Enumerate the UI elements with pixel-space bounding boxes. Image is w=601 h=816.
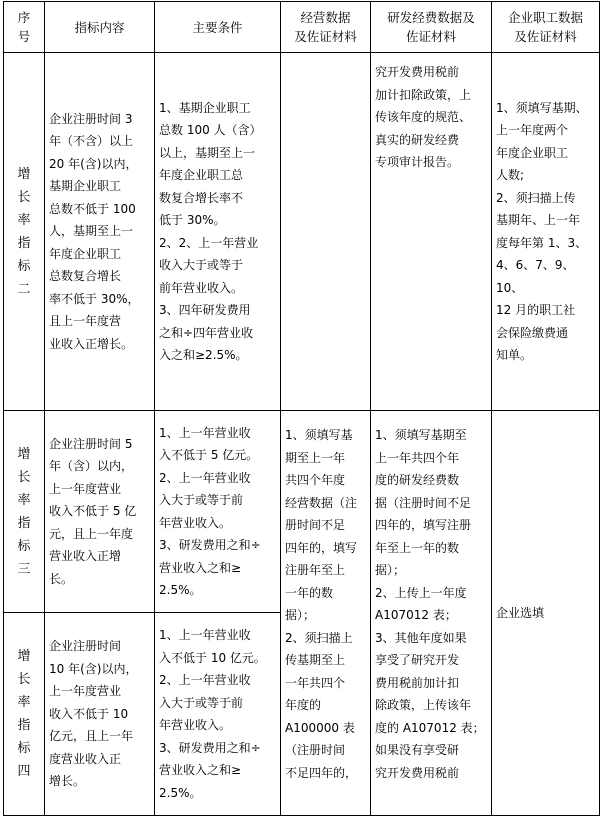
row2-indicator-text xyxy=(49,108,151,356)
text-line: 总数复合增长 xyxy=(49,269,122,284)
text-line: 1、基期企业职工 xyxy=(159,100,251,115)
text-line: 2、上一年营业收 xyxy=(159,470,251,485)
text-line: 据（注册时间不足 xyxy=(375,495,472,510)
text-line: 增 xyxy=(17,649,31,664)
text-line: 费用税前加计扣 xyxy=(375,675,460,690)
row4-conditions-text xyxy=(159,624,277,804)
text-line: 除政策，上传该年 xyxy=(375,698,472,712)
text-line: 入不低于 10 亿元。 xyxy=(159,650,266,665)
text-line: 业收入正增长。 xyxy=(49,336,134,351)
text-line: 四 xyxy=(17,764,31,779)
text-line: 期至上一年 xyxy=(285,450,346,465)
text-line: 长 xyxy=(17,469,31,485)
text-line: 专项审计报告。 xyxy=(375,155,460,169)
text-line: 如果没有享受研 xyxy=(375,743,460,757)
text-line: （注册时间 xyxy=(285,743,346,757)
text-line: 入之和≥2.5%。 xyxy=(159,348,248,362)
header-operations xyxy=(280,1,371,53)
text-line: 标 xyxy=(17,258,31,274)
row3-conditions xyxy=(154,410,281,613)
row3-label xyxy=(3,410,45,613)
text-line: 长 xyxy=(17,672,31,687)
text-line: 收入不低于 5 亿 xyxy=(49,504,137,519)
merged-operations-text xyxy=(285,424,367,784)
header-indicator xyxy=(44,1,155,53)
text-line: 究开发费用税前 xyxy=(375,65,460,79)
text-line: 率不低于 30%， xyxy=(49,291,140,306)
text-line: 度的研发经费数 xyxy=(375,473,460,487)
text-line: 会保险缴费通 xyxy=(496,325,569,340)
text-line: 数复合增长率不 xyxy=(159,190,244,205)
text-line: 年营业收入。 xyxy=(159,718,232,732)
row4-conditions xyxy=(154,612,281,816)
merged-rd-text xyxy=(375,424,488,784)
text-line: 3、四年研发费用 xyxy=(159,303,251,317)
text-line: 度的 A107012 表； xyxy=(375,720,485,735)
row2-conditions-text xyxy=(159,97,277,367)
text-line: 指 xyxy=(17,718,31,733)
text-line: 低于 30%。 xyxy=(159,213,226,227)
text-line: 享受了研究开发 xyxy=(375,653,460,667)
text-line: 总数 100 人（含） xyxy=(159,123,262,137)
text-line: 1、上一年营业收 xyxy=(159,425,251,440)
row2-operations xyxy=(280,52,371,411)
text-line: 入不低于 5 亿元。 xyxy=(159,448,259,462)
text-line: 企业注册时间 xyxy=(49,639,122,654)
text-line: 传基期至上 xyxy=(285,653,346,667)
text-line: 上一年度营业 xyxy=(49,684,122,699)
text-line: 长 xyxy=(17,189,31,205)
header-seq xyxy=(3,1,45,53)
row4-label xyxy=(3,612,45,816)
row4-indicator xyxy=(44,612,155,816)
text-line: 基期企业职工 xyxy=(49,179,122,194)
row4-indicator-text xyxy=(49,635,151,793)
text-line: 真实的研发经费 xyxy=(375,132,460,147)
row2-staff xyxy=(491,52,600,411)
text-line: 人数; xyxy=(496,168,525,182)
merged-staff-text: 企业选填 xyxy=(496,605,545,620)
text-line: A107012 表； xyxy=(375,608,457,622)
text-line: 12 月的职工社 xyxy=(496,303,576,317)
text-line: 3、其他年度如果 xyxy=(375,630,467,645)
merged-staff xyxy=(491,410,600,816)
merged-operations xyxy=(280,410,371,816)
text-line: 收入大于或等于 xyxy=(159,258,244,272)
text-line: 年至上一年的数 xyxy=(375,540,460,555)
text-line: 增长。 xyxy=(49,774,86,789)
text-line: 长。 xyxy=(49,571,74,586)
text-line: 年营业收入。 xyxy=(159,515,232,530)
text-line: 增 xyxy=(17,446,31,462)
text-line: 2.5%。 xyxy=(159,785,202,800)
text-line: 率 xyxy=(17,695,31,710)
header-staff xyxy=(491,1,600,53)
text-line: 度营业收入正 xyxy=(49,751,122,766)
text-line: A100000 表 xyxy=(285,720,355,735)
text-line: 10 年(含)以内， xyxy=(49,661,138,676)
text-line: 年（含）以内， xyxy=(49,459,134,474)
text-line: 知单。 xyxy=(496,348,533,362)
row3-indicator xyxy=(44,410,155,613)
text-line: 营业收入之和≥ xyxy=(159,560,242,575)
text-line: 上一年度营业 xyxy=(49,481,122,496)
text-line: 研发经费数据及 xyxy=(387,10,475,25)
text-line: 2、上一年营业收 xyxy=(159,673,251,687)
row2-staff-text xyxy=(496,97,596,367)
text-line: 4、6、7、9、10、 xyxy=(496,258,575,295)
text-line: 究开发费用税前 xyxy=(375,765,460,780)
text-line: 3、研发费用之和÷ xyxy=(159,538,261,552)
text-line: 企业注册时间 3 xyxy=(49,111,133,126)
text-line: 三 xyxy=(17,561,31,577)
header-rd xyxy=(370,1,492,53)
text-line: 亿元，且上一年 xyxy=(49,729,134,744)
text-line: 总数不低于 100 xyxy=(49,201,136,216)
text-line: 2、2、上一年营业 xyxy=(159,235,259,250)
text-line: 基期年、上一年 xyxy=(496,213,581,227)
text-line: 号 xyxy=(17,29,31,44)
text-line: 指 xyxy=(17,235,31,251)
text-line: 二 xyxy=(17,281,31,297)
text-line: 2.5%。 xyxy=(159,583,202,597)
text-line: 以上，基期至上一 xyxy=(159,145,256,160)
text-line: 且上一年度营 xyxy=(49,314,122,329)
row2-label xyxy=(3,52,45,411)
header-conditions-text: 主要条件 xyxy=(192,19,243,35)
row2-conditions xyxy=(154,52,281,411)
text-line: 上一年度两个 xyxy=(496,123,569,137)
text-line: 增 xyxy=(17,166,31,182)
text-line: 2、须扫描上传 xyxy=(496,190,576,205)
text-line: 标 xyxy=(17,538,31,554)
text-line: 企业职工数据 xyxy=(507,10,583,25)
text-line: 营业收入正增 xyxy=(49,549,122,564)
merged-rd xyxy=(370,410,492,816)
header-conditions xyxy=(154,1,281,53)
text-line: 入大于或等于前 xyxy=(159,493,244,507)
text-line: 传该年度的规范、 xyxy=(375,110,472,124)
text-line: 年度的 xyxy=(285,698,322,712)
row2-indicator xyxy=(44,52,155,411)
text-line: 营业收入之和≥ xyxy=(159,763,242,777)
text-line: 四年的，填写注册 xyxy=(375,518,472,532)
text-line: 经营数据（注 xyxy=(285,495,358,510)
text-line: 率 xyxy=(17,212,31,228)
text-line: 及佐证材料 xyxy=(514,29,577,44)
text-line: 2、上传上一年度 xyxy=(375,585,467,600)
text-line: 标 xyxy=(17,741,31,756)
text-line: 序 xyxy=(17,10,31,25)
text-line: 入大于或等于前 xyxy=(159,695,244,710)
text-line: 1、须填写基期、 xyxy=(496,100,588,115)
text-line: 经营数据 xyxy=(300,10,351,25)
text-line: 共四个年度 xyxy=(285,473,346,487)
text-line: 1、须填写基 xyxy=(285,428,353,442)
header-indicator-text: 指标内容 xyxy=(74,19,125,35)
text-line: 前年营业收入。 xyxy=(159,280,244,295)
text-line: 企业注册时间 5 xyxy=(49,436,133,451)
text-line: 据）； xyxy=(285,608,316,622)
text-line: 注册年至上 xyxy=(285,563,346,577)
text-line: 年（不含）以上 xyxy=(49,134,134,149)
text-line: 指 xyxy=(17,515,31,531)
text-line: 之和÷四年营业收 xyxy=(159,325,254,340)
row3-indicator-text xyxy=(49,433,151,591)
text-line: 1、上一年营业收 xyxy=(159,628,251,642)
text-line: 年度企业职工 xyxy=(496,145,569,160)
text-line: 元，且上一年度 xyxy=(49,526,134,541)
row2-rd-text xyxy=(375,61,488,174)
text-line: 加计扣除政策，上 xyxy=(375,87,472,102)
text-line: 3、研发费用之和÷ xyxy=(159,740,261,755)
text-line: 年度企业职工 xyxy=(49,246,122,261)
text-line: 佐证材料 xyxy=(405,29,456,44)
text-line: 不足四年的， xyxy=(285,765,358,780)
row2-rd xyxy=(370,52,492,411)
text-line: 一年的数 xyxy=(285,585,334,600)
text-line: 四年的，填写 xyxy=(285,540,358,555)
text-line: 及佐证材料 xyxy=(294,29,357,44)
text-line: 度每年第 1、3、 xyxy=(496,235,588,250)
row3-conditions-text xyxy=(159,422,277,602)
text-line: 一年共四个 xyxy=(285,675,346,690)
text-line: 20 年(含)以内， xyxy=(49,156,138,171)
text-line: 1、须填写基期至 xyxy=(375,428,467,442)
text-line: 册时间不足 xyxy=(285,518,346,532)
text-line: 年度企业职工总 xyxy=(159,168,244,182)
text-line: 人，基期至上一 xyxy=(49,224,134,239)
text-line: 上一年共四个年 xyxy=(375,450,460,465)
text-line: 收入不低于 10 xyxy=(49,706,129,721)
text-line: 率 xyxy=(17,492,31,508)
text-line: 2、须扫描上 xyxy=(285,630,353,645)
text-line: 据）； xyxy=(375,563,406,577)
